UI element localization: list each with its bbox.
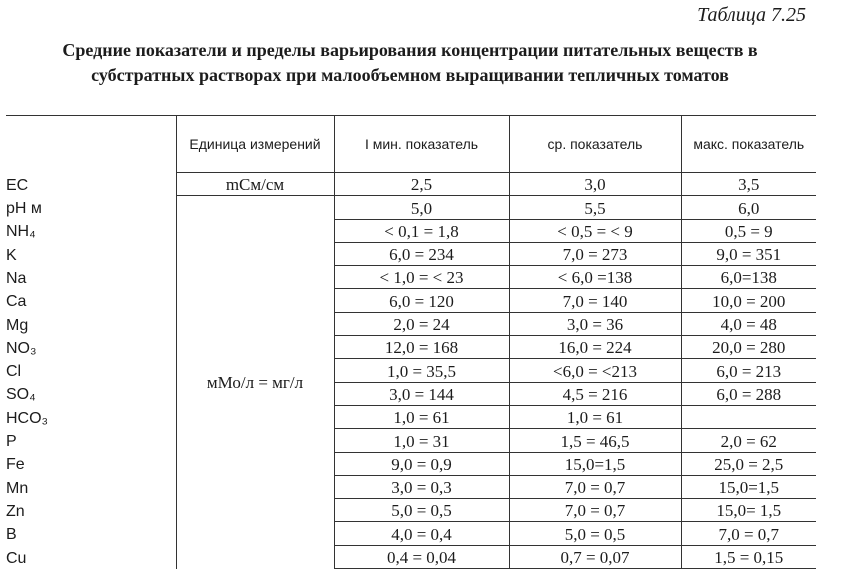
row-element: Na <box>6 269 27 287</box>
table-row <box>6 173 816 196</box>
row-element: SO₄ <box>6 386 36 404</box>
row-avg: 3,0 <box>509 173 681 196</box>
table-row <box>6 336 816 359</box>
table-row <box>6 405 816 428</box>
table-header-row <box>6 116 816 173</box>
row-max: 6,0=138 <box>681 266 816 289</box>
row-min: 4,0 = 0,4 <box>334 522 509 545</box>
row-avg: 0,7 = 0,07 <box>509 545 681 568</box>
row-avg: <6,0 = <213 <box>509 359 681 382</box>
row-element: Mg <box>6 316 29 334</box>
shared-unit-cell: мМо/л = мг/л <box>176 196 334 569</box>
row-element: P <box>6 433 17 451</box>
row-avg: 1,5 = 46,5 <box>509 429 681 452</box>
row-max: 10,0 = 200 <box>681 289 816 312</box>
header-max: макс. показатель <box>681 116 816 173</box>
row-max: 15,0=1,5 <box>681 475 816 498</box>
row-min: 3,0 = 144 <box>334 382 509 405</box>
row-max: 15,0= 1,5 <box>681 499 816 522</box>
row-min: 1,0 = 61 <box>334 405 509 428</box>
row-min: 0,4 = 0,04 <box>334 545 509 568</box>
row-max: 25,0 = 2,5 <box>681 452 816 475</box>
row-max <box>681 405 816 428</box>
row-element: B <box>6 526 17 544</box>
row-avg: 16,0 = 224 <box>509 336 681 359</box>
row-avg: 5,0 = 0,5 <box>509 522 681 545</box>
table-row <box>6 196 816 219</box>
table-number: Таблица 7.25 <box>697 4 806 26</box>
row-max: 6,0 = 288 <box>681 382 816 405</box>
table-row <box>6 219 816 242</box>
header-unit: Единица измерений <box>176 116 334 173</box>
table-row <box>6 242 816 265</box>
header-min: I мин. показатель <box>334 116 509 173</box>
row-max: 3,5 <box>681 173 816 196</box>
row-element: Cl <box>6 363 22 381</box>
table-row <box>6 499 816 522</box>
table-row <box>6 359 816 382</box>
header-avg: ср. показатель <box>509 116 681 173</box>
row-max: 0,5 = 9 <box>681 219 816 242</box>
nutrient-table <box>6 115 816 569</box>
row-max: 9,0 = 351 <box>681 242 816 265</box>
table-title: Средние показатели и пределы варьирования концентрации питательных веществ в субстратных растворах при малообъемном выращивании тепличных томатов <box>62 40 758 85</box>
row-unit: mСм/см <box>176 173 334 196</box>
row-min: 2,0 = 24 <box>334 312 509 335</box>
table-row <box>6 266 816 289</box>
row-element: NO₃ <box>6 339 37 357</box>
row-max: 7,0 = 0,7 <box>681 522 816 545</box>
row-element: K <box>6 246 17 264</box>
row-min: 1,0 = 31 <box>334 429 509 452</box>
row-avg: 1,0 = 61 <box>509 405 681 428</box>
row-element: HCO₃ <box>6 409 49 427</box>
row-min: 2,5 <box>334 173 509 196</box>
header-element <box>6 116 176 173</box>
row-min: 6,0 = 234 <box>334 242 509 265</box>
row-min: 6,0 = 120 <box>334 289 509 312</box>
row-min: 1,0 = 35,5 <box>334 359 509 382</box>
table-row <box>6 452 816 475</box>
row-avg: 4,5 = 216 <box>509 382 681 405</box>
table-row <box>6 312 816 335</box>
row-min: 5,0 <box>334 196 509 219</box>
row-min: 5,0 = 0,5 <box>334 499 509 522</box>
row-element: Cu <box>6 549 27 567</box>
row-element: NH₄ <box>6 223 36 241</box>
row-max: 6,0 = 213 <box>681 359 816 382</box>
row-avg: < 6,0 =138 <box>509 266 681 289</box>
row-max: 6,0 <box>681 196 816 219</box>
row-max: 2,0 = 62 <box>681 429 816 452</box>
table-row <box>6 545 816 568</box>
row-element: Zn <box>6 502 25 520</box>
row-element: pH м <box>6 200 42 218</box>
table-row <box>6 289 816 312</box>
row-element: Fe <box>6 456 25 474</box>
row-element: EC <box>6 176 29 194</box>
row-avg: 7,0 = 273 <box>509 242 681 265</box>
row-max: 4,0 = 48 <box>681 312 816 335</box>
table-row <box>6 522 816 545</box>
row-min: 12,0 = 168 <box>334 336 509 359</box>
row-avg: 15,0=1,5 <box>509 452 681 475</box>
row-min: < 0,1 = 1,8 <box>334 219 509 242</box>
row-avg: 5,5 <box>509 196 681 219</box>
row-avg: 3,0 = 36 <box>509 312 681 335</box>
table-row <box>6 475 816 498</box>
row-avg: 7,0 = 0,7 <box>509 499 681 522</box>
row-avg: < 0,5 = < 9 <box>509 219 681 242</box>
row-min: < 1,0 = < 23 <box>334 266 509 289</box>
row-avg: 7,0 = 0,7 <box>509 475 681 498</box>
row-max: 1,5 = 0,15 <box>681 545 816 568</box>
row-min: 9,0 = 0,9 <box>334 452 509 475</box>
row-avg: 7,0 = 140 <box>509 289 681 312</box>
table-row <box>6 429 816 452</box>
table-row <box>6 382 816 405</box>
row-min: 3,0 = 0,3 <box>334 475 509 498</box>
row-element: Mn <box>6 479 29 497</box>
row-max: 20,0 = 280 <box>681 336 816 359</box>
row-element: Ca <box>6 293 27 311</box>
